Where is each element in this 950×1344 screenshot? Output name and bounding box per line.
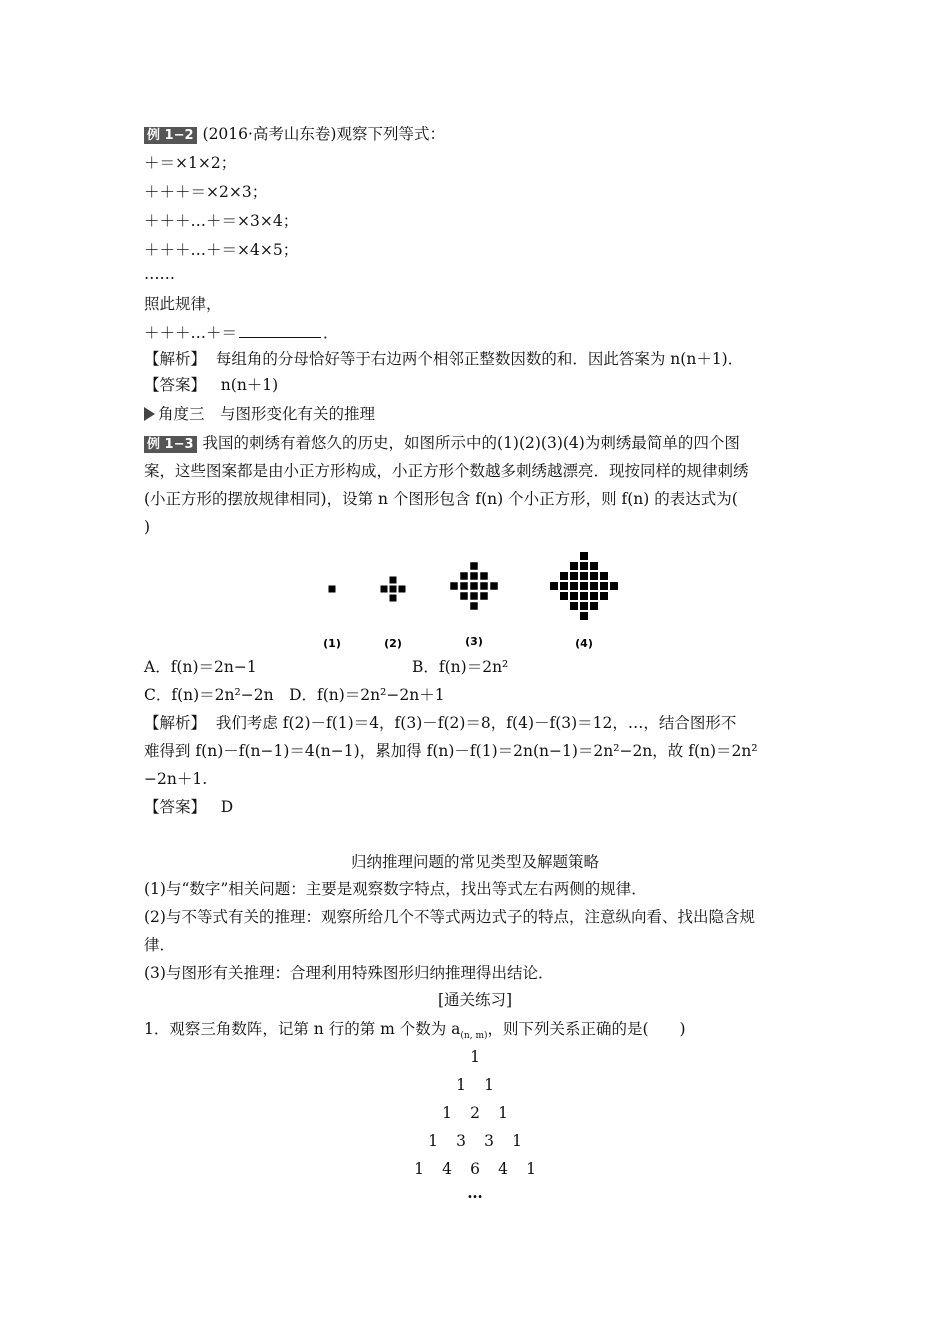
embroidery-square [470, 582, 478, 590]
triangle-cell: 1 [498, 1104, 508, 1122]
equation-4: ＋＋＋…＋＝×4×5； [144, 241, 299, 259]
analysis-text: 每组角的分母恰好等于右边两个相邻正整数因数的和．因此答案为 n(n＋1)． [215, 350, 744, 368]
embroidery-square [590, 602, 598, 610]
analysis-1-3-line2: 难得到 f(n)－f(n−1)＝4(n−1)，累加得 f(n)－f(1)＝2n(n−1)＝2n²−2n，故 f(n)＝2n² [144, 742, 758, 760]
figure-label-1: (1) [323, 637, 341, 650]
example-1-3-line4: ) [144, 518, 151, 536]
question-1-pre: 1．观察三角数阵，记第 n 行的第 m 个数为 a [144, 1020, 461, 1038]
embroidery-square [570, 562, 578, 570]
embroidery-square [329, 586, 336, 593]
embroidery-square [470, 602, 478, 610]
triangle-row-1 [0, 1047, 950, 1067]
embroidery-square [399, 586, 406, 593]
triangle-row-2 [0, 1075, 950, 1095]
triangle-ellipsis: … [467, 1183, 483, 1202]
triangle-row-3 [0, 1103, 950, 1123]
practice-title: [通关练习] [437, 991, 513, 1009]
triangle-cell: 1 [428, 1132, 438, 1150]
embroidery-square [460, 582, 468, 590]
option-b: B．f(n)＝2n² [412, 658, 509, 676]
triangle-cell: 1 [512, 1132, 522, 1150]
embroidery-square [580, 602, 588, 610]
figure-label-4: (4) [575, 637, 593, 650]
angle-3-title: 角度三 与图形变化有关的推理 [158, 405, 376, 423]
embroidery-figure [0, 543, 950, 653]
embroidery-square [590, 592, 598, 600]
analysis-label: 【解析】 [144, 350, 207, 368]
embroidery-square [600, 592, 608, 600]
question-1-post: ，则下列关系正确的是( ) [487, 1020, 686, 1038]
triangle-row-4 [0, 1131, 950, 1151]
triangle-cell: 4 [498, 1160, 508, 1178]
embroidery-square [560, 592, 568, 600]
embroidery-square [390, 577, 397, 584]
embroidery-square [560, 582, 568, 590]
answer-blank [239, 323, 321, 338]
triangle-row-5 [0, 1159, 950, 1179]
angle-3-heading [144, 404, 375, 424]
strategy-point-1: (1)与“数字”相关问题：主要是观察数字特点，找出等式左右两侧的规律． [144, 880, 647, 898]
embroidery-square [560, 572, 568, 580]
figure-label-2: (2) [384, 637, 402, 650]
analysis-1-2 [144, 349, 743, 369]
triangle-cell: 4 [442, 1160, 452, 1178]
equation-3: ＋＋＋…＋＝×3×4； [144, 212, 299, 230]
triangle-cell: 1 [442, 1104, 452, 1122]
embroidery-square [480, 582, 488, 590]
embroidery-square [570, 572, 578, 580]
embroidery-square [570, 602, 578, 610]
embroidery-square [570, 592, 578, 600]
equation-2: ＋＋＋＝×2×3； [144, 183, 268, 201]
embroidery-square [600, 572, 608, 580]
embroidery-square [590, 572, 598, 580]
triangle-cell: 6 [470, 1160, 480, 1178]
embroidery-square [470, 592, 478, 600]
example-tag: 例 1−2 [144, 127, 197, 144]
embroidery-square [390, 586, 397, 593]
strategy-point-2b: 律． [144, 936, 176, 954]
answer-1-3 [144, 797, 233, 817]
strategy-point-2a: (2)与不等式有关的推理：观察所给几个不等式两边式子的特点，注意纵向看、找出隐含规 [144, 908, 755, 926]
triangle-cell: 1 [526, 1160, 536, 1178]
embroidery-square [550, 582, 558, 590]
analysis-1-3-line3: −2n＋1. [144, 770, 208, 788]
answer-text: n(n＋1) [220, 376, 279, 394]
embroidery-square [480, 592, 488, 600]
triangle-cell: 2 [470, 1104, 480, 1122]
triangle-cell: 1 [484, 1076, 494, 1094]
embroidery-square [600, 582, 608, 590]
equation-1: ＋＝×1×2； [144, 154, 237, 172]
example-tag: 例 1−3 [144, 436, 197, 453]
last-end: ． [323, 324, 339, 342]
embroidery-square [580, 582, 588, 590]
embroidery-square [590, 582, 598, 590]
triangle-cell: 1 [456, 1076, 466, 1094]
embroidery-square [580, 562, 588, 570]
fill-blank-equation [144, 323, 339, 343]
embroidery-square [610, 582, 618, 590]
example-1-3-line1 [144, 433, 740, 453]
example-1-2-header [144, 124, 445, 144]
embroidery-square [580, 572, 588, 580]
option-a: A．f(n)＝2n−1 [144, 658, 257, 676]
example-intro: (2016·高考山东卷)观察下列等式： [202, 125, 445, 143]
embroidery-square [490, 582, 498, 590]
triangle-cell: 1 [470, 1048, 480, 1066]
embroidery-square [381, 586, 388, 593]
embroidery-square [460, 572, 468, 580]
ellipsis: …… [144, 265, 175, 283]
embroidery-square [580, 552, 588, 560]
embroidery-square [460, 592, 468, 600]
analysis-1-3-line1 [144, 713, 736, 733]
triangle-cell: 3 [484, 1132, 494, 1150]
figure-label-3: (3) [465, 635, 483, 648]
answer-text: D [220, 798, 234, 816]
embroidery-square [580, 612, 588, 620]
answer-label: 【答案】 [144, 376, 207, 394]
embroidery-square [470, 572, 478, 580]
example-1-3-line2: 案，这些图案都是由小正方形构成，小正方形个数越多刺绣越漂亮．现按同样的规律刺绣 [144, 462, 749, 480]
answer-label: 【答案】 [144, 798, 207, 816]
embroidery-square [570, 582, 578, 590]
embroidery-square [590, 562, 598, 570]
strategy-point-3: (3)与图形有关推理：合理利用特殊图形归纳推理得出结论． [144, 964, 554, 982]
example-text1: 我国的刺绣有着悠久的历史，如图所示中的(1)(2)(3)(4)为刺绣最简单的四个图 [202, 434, 740, 452]
option-c-d: C．f(n)＝2n²−2n D．f(n)＝2n²−2n＋1 [144, 686, 445, 704]
play-triangle-icon [144, 407, 155, 421]
analysis-text1: 我们考虑 f(2)－f(1)＝4，f(3)－f(2)＝8，f(4)－f(3)＝12，…，结合图形不 [215, 714, 737, 732]
example-1-3-line3: (小正方形的摆放规律相同)，设第 n 个图形包含 f(n) 个小正方形，则 f(n) 的表达式为( [144, 490, 738, 508]
question-1 [144, 1019, 686, 1046]
question-1-subscript: (n, m) [460, 1031, 488, 1042]
triangle-cell: 3 [456, 1132, 466, 1150]
embroidery-square [480, 572, 488, 580]
embroidery-square [580, 592, 588, 600]
analysis-label: 【解析】 [144, 714, 207, 732]
triangle-cell: 1 [414, 1160, 424, 1178]
answer-1-2 [144, 375, 278, 395]
embroidery-square [470, 562, 478, 570]
embroidery-square [390, 595, 397, 602]
rule-text: 照此规律， [144, 295, 222, 313]
embroidery-square [450, 582, 458, 590]
strategy-title: 归纳推理问题的常见类型及解题策略 [350, 853, 599, 871]
last-equation: ＋＋＋…＋＝ [144, 324, 238, 342]
